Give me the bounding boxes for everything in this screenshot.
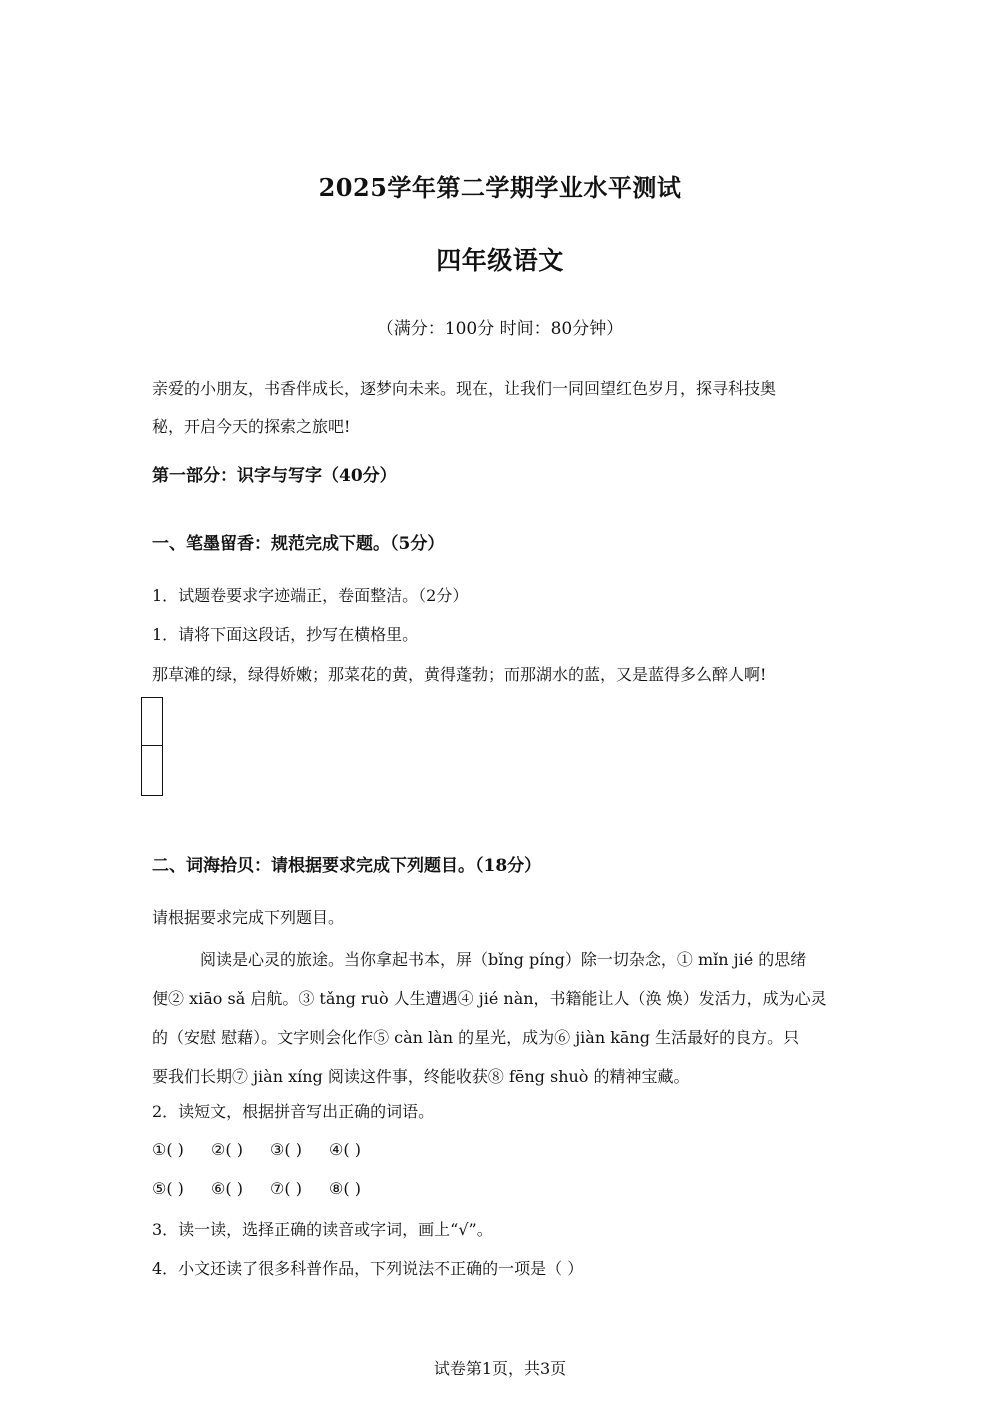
answer-blank[interactable]: ⑤( ) [152,1179,184,1198]
page-footer: 试卷第1页，共3页 [433,1359,567,1378]
exam-title: 2025学年第二学期学业水平测试 [318,173,682,202]
intro-line: 亲爱的小朋友，书香伴成长，逐梦向未来。现在，让我们一同回望红色岁月，探寻科技奥 [152,379,777,398]
answer-blank[interactable]: ③( ) [270,1140,302,1159]
answer-blank[interactable]: ⑥( ) [211,1179,243,1198]
question-3: 3．读一读，选择正确的读音或字词，画上“√”。 [152,1220,493,1239]
grid-cell[interactable] [141,697,163,746]
passage-line: 要我们长期⑦ jiàn xíng 阅读这件事，终能收获⑧ fēng shuò 的精神宝藏。 [152,1067,690,1086]
grid-cell[interactable] [141,746,163,796]
question-1b: 1．请将下面这段话，抄写在横格里。 [152,625,419,644]
question-4: 4．小文还读了很多科普作品，下列说法不正确的一项是（ ） [152,1259,584,1278]
answer-blank[interactable]: ①( ) [152,1140,184,1159]
passage-line: 便② xiāo sǎ 启航。③ tǎng ruò 人生遭遇④ jié nàn，书籍能让人（涣 焕）发活力，成为心灵 [152,989,827,1008]
section2-heading: 二、词海拾贝：请根据要求完成下列题目。（18分） [152,856,542,876]
answer-blank[interactable]: ⑧( ) [329,1179,361,1198]
passage-line: 的（安慰 慰藉）。文字则会化作⑤ càn làn 的星光，成为⑥ jiàn kāng 生活最好的良方。只 [152,1028,800,1047]
section1-heading: 一、笔墨留香：规范完成下题。（5分） [152,534,445,554]
exam-meta: （满分：100分 时间：80分钟） [376,319,624,339]
question-2: 2．读短文，根据拼音写出正确的词语。 [152,1102,435,1121]
answer-blank[interactable]: ④( ) [329,1140,361,1159]
writing-grid[interactable] [141,697,163,796]
intro-line: 秘，开启今天的探索之旅吧! [152,417,351,436]
section2-intro: 请根据要求完成下列题目。 [152,908,345,927]
intro-paragraph [152,370,852,446]
passage-line: 阅读是心灵的旅途。当你拿起书本，屏（bǐng píng）除一切杂念，① mǐn jié 的思绪 [200,950,807,969]
part1-heading: 第一部分：识字与写字（40分） [152,466,397,486]
reading-passage [152,940,852,1096]
answer-blank[interactable]: ②( ) [211,1140,243,1159]
exam-subject: 四年级语文 [436,246,564,275]
copy-text: 那草滩的绿，绿得娇嫩；那菜花的黄，黄得蓬勃；而那湖水的蓝，又是蓝得多么醉人啊! [152,665,767,684]
question-1a: 1．试题卷要求字迹端正，卷面整洁。（2分） [152,586,469,605]
answer-blank[interactable]: ⑦( ) [270,1179,302,1198]
answer-blanks-row [152,1179,383,1198]
answer-blanks-row [152,1140,383,1159]
